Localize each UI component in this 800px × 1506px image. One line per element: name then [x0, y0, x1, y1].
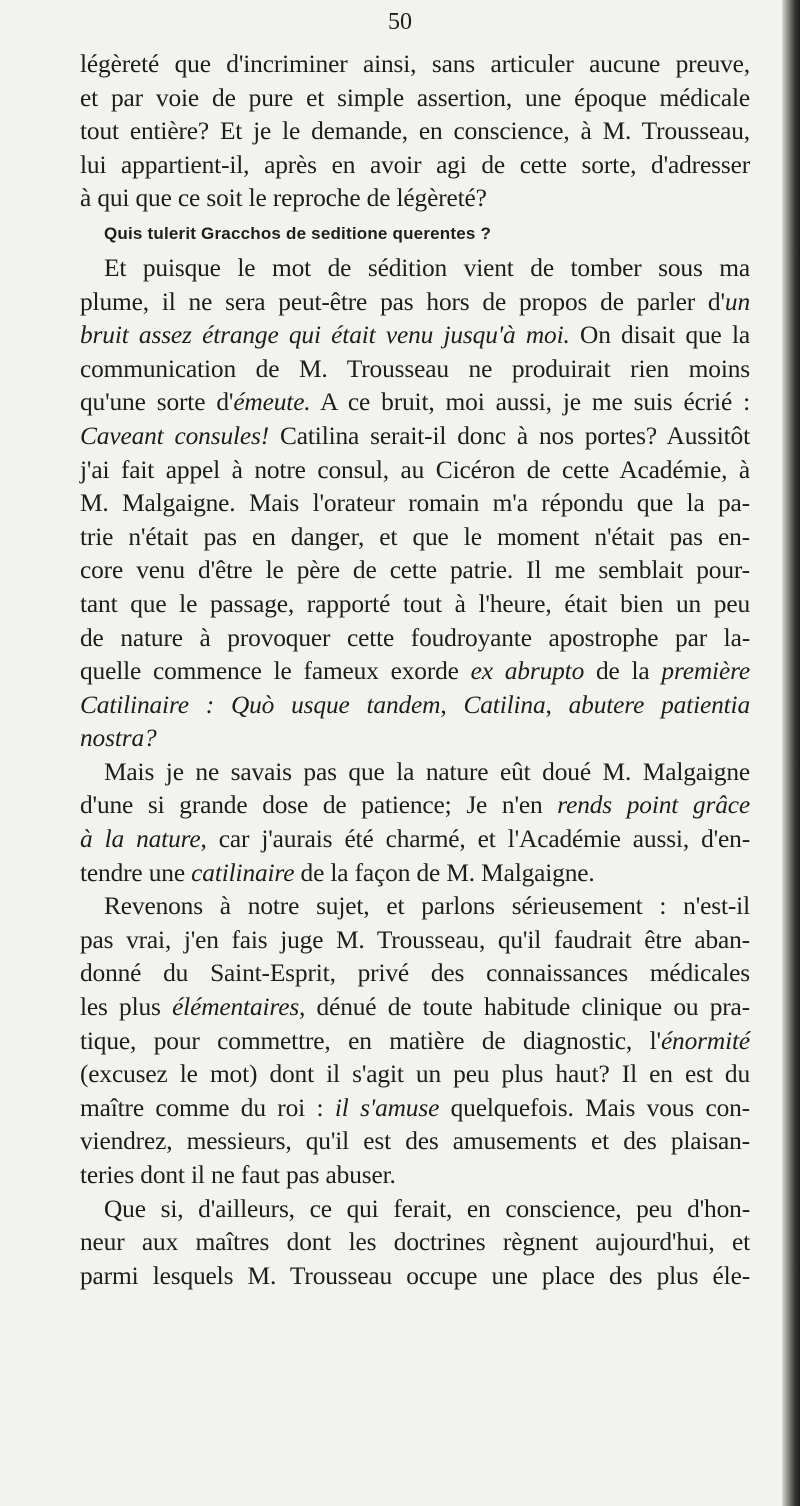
italic-segment: nostra? [80, 724, 157, 753]
italic-segment: Catilinaire : Quò usque tandem [80, 690, 441, 719]
text-line: pas vrai, j'en fais juge M. Trousseau, qu'il faudrait être aban- [80, 925, 750, 954]
text-line [80, 789, 750, 823]
text-segment: , [545, 690, 569, 719]
text-segment: Catilina serait-il donc à nos portes? Aussitôt [269, 421, 750, 450]
italic-segment: émeute. [233, 388, 311, 417]
italic-segment: Caveant consules! [80, 421, 270, 450]
text-segment: , car j'aurais été charmé, et l'Académie aussi, d'en- [200, 825, 751, 854]
text-segment: quelle commence le fameux exorde [80, 657, 471, 686]
text-line: parmi lesquels M. Trousseau occupe une place des plus éle- [80, 1261, 750, 1290]
italic-segment: première [661, 657, 750, 686]
text-line: donné du Saint-Esprit, privé des connaissances médicales [80, 959, 750, 988]
text-line [80, 286, 750, 320]
italic-segment: ex abrupto [470, 657, 585, 686]
text-line: viendrez, messieurs, qu'il est des amusements et des plaisan- [80, 1127, 750, 1156]
text-segment: les plus [80, 993, 173, 1022]
text-line: légèreté que d'incriminer ainsi, sans articuler aucune preuve, [80, 50, 750, 78]
text-line [80, 420, 750, 454]
text-line: core venu d'être le père de cette patrie. Il me semblait pour- [80, 556, 750, 585]
text-line [80, 689, 750, 723]
text-line: à qui que ce soit le reproche de légèreté? [80, 184, 487, 213]
text-line: trie n'était pas en danger, et que le moment n'était pas en- [80, 522, 750, 551]
text-line: Revenons à notre sujet, et parlons sérieusement : n'est-il [104, 892, 750, 921]
text-line: tout entière? Et je le demande, en conscience, à M. Trousseau, [80, 117, 750, 146]
text-segment: tendre une [80, 858, 192, 887]
italic-segment: à la nature [80, 825, 201, 854]
text-segment: qu'une sorte d' [80, 388, 234, 417]
page-number: 50 [388, 9, 412, 35]
text-line: communication de M. Trousseau ne produirait rien moins [80, 354, 750, 383]
text-line: M. Malgaigne. Mais l'orateur romain m'a répondu que la pa- [80, 489, 750, 518]
text-line [80, 857, 750, 891]
text-line: Que si, d'ailleurs, ce qui ferait, en conscience, peu d'hon- [104, 1194, 750, 1223]
latin-quote: Quis tulerit Gracchos de seditione querentes ? [104, 223, 492, 243]
italic-segment: énormité [660, 1026, 750, 1055]
text-line: de nature à provoquer cette foudroyante apostrophe par la- [80, 623, 750, 652]
text-segment: tique, pour commettre, en matière de diagnostic, l' [80, 1026, 661, 1055]
italic-segment: abutere patientia [568, 690, 751, 719]
italic-segment: bruit assez étrange qui était venu jusqu'à [80, 321, 516, 350]
text-segment: plume, il ne sera peut-être pas hors de propos de parler d' [80, 287, 725, 316]
italic-segment: élémentaires, [172, 993, 306, 1022]
text-segment: A ce bruit, moi aussi, je me suis écrié : [310, 388, 750, 417]
italic-segment: il s'amuse [334, 1093, 440, 1122]
text-segment: de la façon de M. Malgaigne. [294, 858, 595, 887]
italic-segment: Catilina [463, 690, 546, 719]
text-line: neur aux maîtres dont les doctrines règnent aujourd'hui, et [80, 1228, 750, 1257]
text-line: (excusez le mot) dont il s'agit un peu plus haut? Il en est du [80, 1060, 750, 1089]
text-segment: maître comme du roi : [80, 1093, 335, 1122]
text-line: Mais je ne savais pas que la nature eût doué M. Malgaigne [104, 757, 750, 786]
text-line: et par voie de pure et simple assertion, une époque médicale [80, 83, 750, 112]
text-line [80, 655, 750, 689]
text-line: j'ai fait appel à notre consul, au Cicéron de cette Académie, à [80, 455, 750, 484]
text-segment: d'une si grande dose de patience; Je n'en [80, 791, 558, 820]
italic-segment: un [724, 287, 750, 316]
text-line: lui appartient-il, après en avoir agi de cette sorte, d'adresser [80, 150, 750, 179]
binding-edge [782, 0, 800, 1506]
italic-segment: moi. [525, 321, 570, 350]
text-segment: quelquefois. Mais vous con- [439, 1093, 750, 1122]
text-segment: On disait que la [569, 321, 750, 350]
text-line [80, 1092, 750, 1126]
body-text [80, 48, 750, 1293]
text-line [80, 319, 750, 353]
text-line [80, 386, 750, 420]
text-line [80, 991, 750, 1025]
text-line: Et puisque le mot de sédition vient de tomber sous ma [104, 253, 750, 282]
italic-segment: rends point grâce [557, 791, 750, 820]
text-segment: de la [584, 657, 662, 686]
text-line [80, 823, 750, 857]
text-line: teries dont il ne faut pas abuser. [80, 1161, 396, 1189]
text-line [80, 1025, 750, 1059]
text-segment: , [440, 690, 464, 719]
text-line [80, 722, 750, 756]
italic-segment: catilinaire [191, 858, 295, 887]
text-segment: dénué de toute habitude clinique ou pra- [305, 993, 750, 1022]
text-line: tant que le passage, rapporté tout à l'heure, était bien un peu [80, 589, 750, 618]
